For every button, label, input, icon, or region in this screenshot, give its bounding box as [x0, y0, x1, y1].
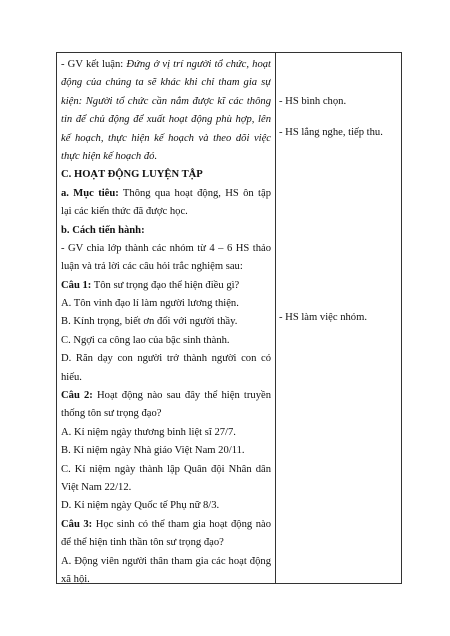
- method-line-1: - GV chia lớp thành các nhóm từ 4 – 6 HS thảo: [61, 242, 271, 254]
- method-line-2: luận và trả lời các câu hỏi trắc nghiệm sau:: [61, 261, 243, 273]
- conclusion-line-6: thực hiện kế hoạch đó.: [61, 150, 158, 162]
- student-groupwork: - HS làm việc nhóm.: [279, 312, 367, 323]
- conclusion-line-5: kế hoạch, thực hiện kế hoạch và theo dõi việc: [61, 132, 271, 144]
- student-listen: - HS lắng nghe, tiếp thu.: [279, 127, 383, 138]
- lesson-table: [56, 52, 402, 584]
- objective-line-2: lại các kiến thức đã được học.: [61, 206, 188, 218]
- conclusion-line-3: kiện: Người tổ chức cần nắm được kĩ các thông: [61, 95, 271, 107]
- column-divider: [275, 53, 276, 583]
- question-3-line-1: Câu 3: Học sinh có thể tham gia hoạt động nào: [61, 518, 271, 530]
- section-title: C. HOẠT ĐỘNG LUYỆN TẬP: [61, 169, 203, 181]
- q1-option-d-line-1: D. Răn dạy con người trở thành người con có: [61, 353, 271, 365]
- q1-option-c: C. Ngợi ca công lao của bậc sinh thành.: [61, 334, 230, 346]
- q2-option-a: A. Kỉ niệm ngày thương binh liệt sĩ 27/7.: [61, 426, 236, 438]
- conclusion-line-1: - GV kết luận: Đứng ở vị trí người tổ chức, hoạt: [61, 59, 271, 70]
- conclusion-line-2: động của chúng ta sẽ khác khi chỉ tham gia sự: [61, 77, 271, 89]
- q2-option-c-line-2: Việt Nam 22/12.: [61, 481, 132, 493]
- q1-option-d-line-2: hiếu.: [61, 371, 82, 383]
- q3-option-a-line-2: xã hội.: [61, 573, 90, 585]
- objective-line-1: a. Mục tiêu: Thông qua hoạt động, HS ôn tập: [61, 187, 271, 199]
- question-3-line-2: để thể hiện tinh thần tôn sư trọng đạo?: [61, 537, 224, 549]
- q1-option-b: B. Kính trọng, biết ơn đối với người thầy.: [61, 316, 238, 328]
- q1-option-a: A. Tôn vinh đạo lí làm người lương thiện.: [61, 298, 239, 310]
- q2-option-b: B. Kỉ niệm ngày Nhà giáo Việt Nam 20/11.: [61, 445, 245, 457]
- method-heading: b. Cách tiến hành:: [61, 224, 145, 236]
- question-2-line-1: Câu 2: Hoạt động nào sau đây thể hiện truyền: [61, 390, 271, 402]
- q2-option-d: D. Kỉ niệm ngày Quốc tế Phụ nữ 8/3.: [61, 500, 220, 512]
- question-1: Câu 1: Tôn sư trọng đạo thể hiện điều gì?: [61, 279, 240, 291]
- teacher-activity-column: [61, 56, 271, 589]
- student-vote: - HS bình chọn.: [279, 96, 347, 107]
- q3-option-a-line-1: A. Động viên người thân tham gia các hoạt động: [61, 555, 271, 567]
- q2-option-c-line-1: C. Kỉ niệm ngày thành lập Quân đội Nhân dân: [61, 463, 271, 475]
- question-2-line-2: thống tôn sư trọng đạo?: [61, 408, 162, 420]
- conclusion-line-4: tin để chủ động để xuất hoạt động phù hợp, lên: [61, 114, 271, 126]
